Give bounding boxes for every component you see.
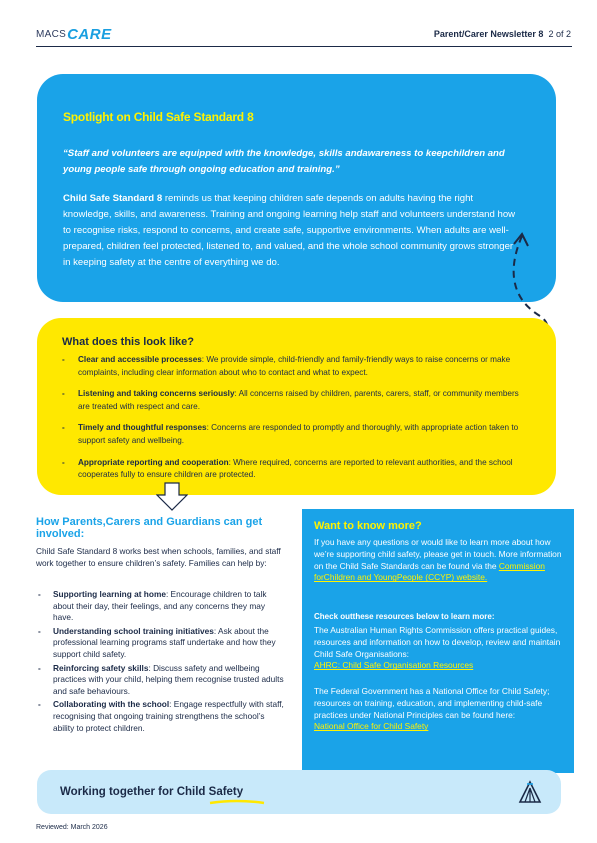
what-it-looks-like-title: What does this look like?: [62, 336, 195, 348]
newsletter-title: Parent/Carer Newsletter 8: [433, 29, 544, 39]
list-item: - Listening and taking concerns seriously: All concerns raised by children, parents, carers, staff, or community members are treated with respect and care.: [62, 389, 519, 411]
list-item: - Reinforcing safety skills: Discuss safety and wellbeing practices with your child, helping them recognise trusted adults and safe behaviours.: [38, 662, 284, 696]
ahrc-resources-link[interactable]: AHRC: Child Safe Organisation Resources: [314, 660, 474, 671]
list-item: - Appropriate reporting and cooperation: Where required, concerns are reported to relevant authorities, and the school cooperates fully to ensure children are protected.: [62, 457, 513, 480]
know-more-paragraph-3: The Federal Government has a National Office for Child Safety; resources on training, education, and implementing child-safe practices under National Principles can be found here: National Office for Child Safety: [314, 686, 550, 732]
down-arrow-icon: [156, 482, 188, 512]
list-item: - Timely and thoughtful responses: Concerns are responded to promptly and thoroughly, with appropriate action taken to support safety and wellbeing.: [62, 423, 519, 445]
logo-care-text: CARE: [67, 25, 112, 43]
macs-emblem-icon: [517, 780, 543, 804]
newsletter-header: [434, 29, 571, 39]
list-item: - Clear and accessible processes: We provide simple, child-friendly and family-friendly ways to raise concerns or make complaints, including clear information about who to contact and what to expect.: [62, 355, 511, 377]
footer-slogan-highlight: Child Safety: [176, 786, 244, 798]
macs-care-logo: [36, 25, 112, 43]
header-divider: [36, 46, 572, 47]
list-item: - Collaborating with the school: Engage respectfully with staff, recognising that ongoing training strengthens the school’s ability to protect children.: [38, 699, 284, 733]
national-office-link[interactable]: National Office for Child Safety: [314, 721, 429, 732]
how-parents-title: How Parents,Carers and Guardians can get involved:: [36, 516, 263, 540]
footer-slogan: Working together for Child Safety: [60, 786, 244, 798]
spotlight-quote: “Staff and volunteers are equipped with the knowledge, skills andawareness to keepchildren and young people safe through ongoing education and training.”: [63, 148, 505, 175]
resources-subtitle: Check outthese resources below to learn more:: [314, 612, 495, 621]
know-more-paragraph-1: If you have any questions or would like to learn more about how we’re supporting child safety, please get in touch. More information on the Child Safe Standards can be found via the Commission forChildren and YoungPeople (CCYP) website.: [314, 537, 562, 583]
page-number: 2 of 2: [548, 29, 571, 39]
how-parents-list: [36, 589, 286, 736]
spotlight-body-text: reminds us that keeping children safe depends on adults having the right knowledge, skills, and awareness. Training and ongoing learning help staff and volunteers understand how to recognise risks, respond to concerns, and create safe, supportive environments. When adults are well-prepared, children feel protected, listened to, and valued, and the whole school community grows stronger in keeping safety at the centre of everything we do.: [63, 193, 516, 268]
spotlight-body: [63, 191, 523, 271]
list-item: - Understanding school training initiatives: Ask about the professional learning programs staff undertake and how they support child safety.: [38, 625, 276, 659]
reviewed-date: Reviewed: March 2026: [36, 824, 108, 831]
ccyp-website-link[interactable]: Commission forChildren and YoungPeople (CCYP) website.: [314, 560, 545, 583]
list-item: - Supporting learning at home: Encourage children to talk about their day, their feelings, and any concerns they may have.: [38, 589, 267, 623]
logo-macs-text: MACS: [36, 28, 67, 40]
underline-swoosh-icon: [208, 799, 266, 805]
spotlight-title: Spotlight on Child Safe Standard 8: [63, 110, 254, 124]
know-more-paragraph-2: The Australian Human Rights Commission offers practical guides, resources and information on how to develop, review and maintain Child Safe Organisations: AHRC: Child Safe Organisation Resources: [314, 625, 561, 671]
what-it-looks-like-list: [62, 354, 524, 491]
want-to-know-more-title: Want to know more?: [314, 520, 422, 532]
spotlight-body-bold: Child Safe Standard 8: [63, 193, 163, 204]
how-parents-intro: Child Safe Standard 8 works best when schools, families, and staff work together to ensure children’s safety. Families can help by:: [36, 546, 281, 568]
